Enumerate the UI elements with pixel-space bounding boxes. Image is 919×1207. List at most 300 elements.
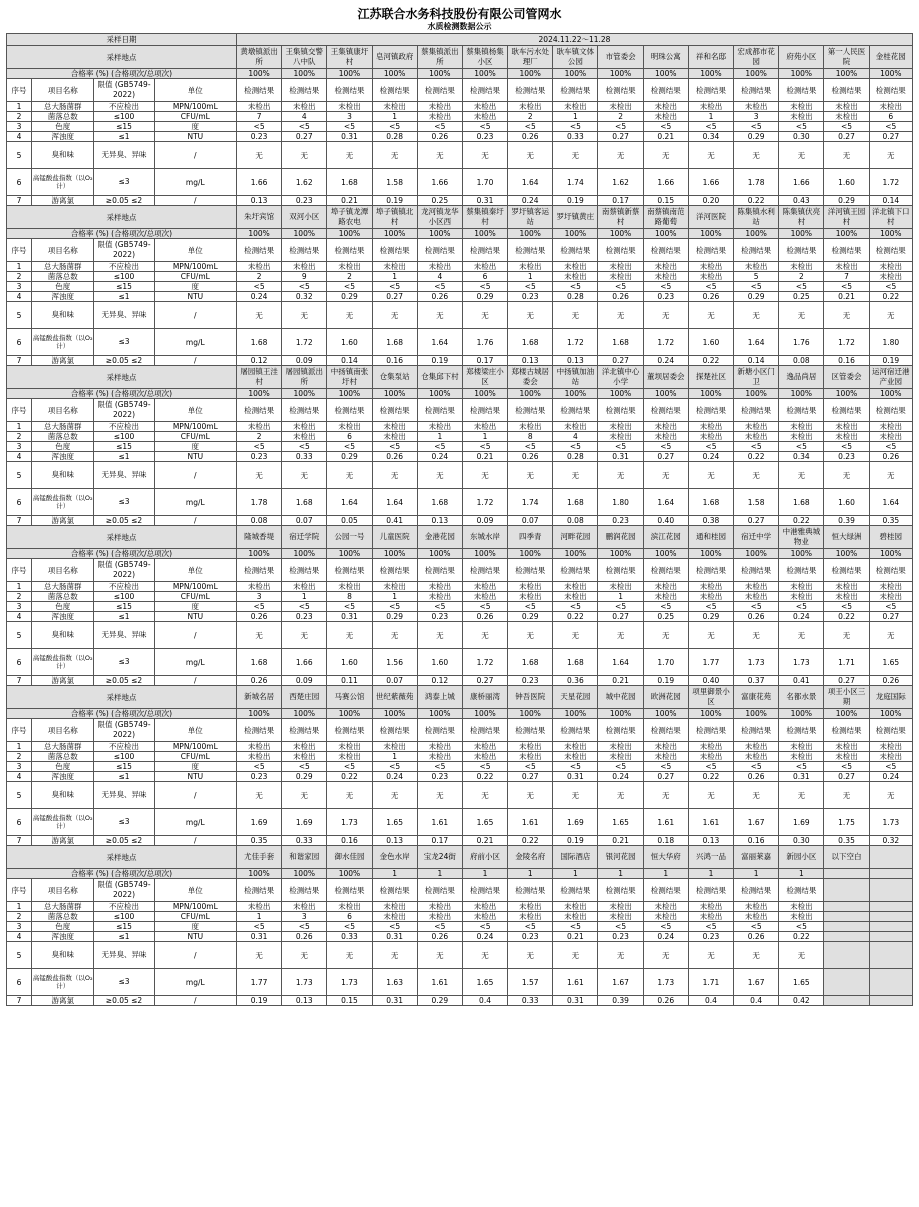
item-row [7,649,913,676]
result-cell: 未检出 [779,582,824,592]
result-cell: 1 [462,432,507,442]
result-cell: <5 [734,922,779,932]
result-cell: 无 [779,622,824,649]
sample-location-label: 采样地点 [7,206,237,229]
result-cell: 1.80 [869,329,912,356]
result-cell: 无 [236,942,281,969]
result-cell: 未检出 [282,902,327,912]
result-cell: 4 [282,112,327,122]
item-unit: / [154,462,236,489]
result-cell: 2 [508,112,553,122]
item-unit: 度 [154,282,236,292]
pass-rate-cell: 100% [462,549,507,559]
item-row [7,932,913,942]
result-cell: 无 [643,142,688,169]
result-cell: 未检出 [282,432,327,442]
result-cell: 0.24 [643,932,688,942]
result-cell: 无 [734,942,779,969]
sample-date-value: 2024.11.22～11.28 [236,34,912,46]
result-cell: <5 [372,122,417,132]
result-cell: 无 [417,622,462,649]
result-cell: 未检出 [869,582,912,592]
item-unit: MPN/100mL [154,422,236,432]
result-cell: 无 [236,142,281,169]
result-cell: 6 [462,272,507,282]
item-no: 7 [7,676,32,686]
result-cell: 2 [779,272,824,282]
item-row [7,612,913,622]
item-row [7,132,913,142]
item-unit: CFU/mL [154,912,236,922]
pass-rate-label: 合格率 (%) (合格项次/总项次) [7,389,237,399]
result-cell: 0.16 [824,356,869,366]
item-row [7,422,913,432]
result-cell: 无 [688,942,733,969]
result-header: 检测结果 [643,239,688,262]
result-cell: 0.41 [372,516,417,526]
result-cell: 无 [643,942,688,969]
column-header-row [7,399,913,422]
result-cell: 0.26 [508,132,553,142]
result-cell: 1.73 [643,969,688,996]
sample-location-label: 采样地点 [7,686,237,709]
item-name: 游离氯 [32,676,94,686]
result-cell: 1.68 [779,489,824,516]
result-cell: 未检出 [508,912,553,922]
result-cell: 无 [417,142,462,169]
result-cell: 1.61 [417,969,462,996]
location-cell: 埠子镇镇北村 [372,206,417,229]
result-cell: 0.32 [282,292,327,302]
limit-header: 限值 (GB5749-2022) [94,559,154,582]
item-name: 游离氯 [32,356,94,366]
result-cell: 1.66 [643,169,688,196]
location-cell: 新塘小区门卫 [734,366,779,389]
item-name: 色度 [32,922,94,932]
pass-rate-cell [824,869,869,879]
result-cell [869,996,912,1006]
pass-rate-cell: 100% [327,869,372,879]
item-name: 总大肠菌群 [32,582,94,592]
result-cell: 未检出 [869,272,912,282]
result-cell: 0.23 [688,932,733,942]
pass-rate-cell: 100% [327,229,372,239]
result-cell: 0.23 [236,772,281,782]
result-cell: 2 [236,272,281,282]
result-cell: 未检出 [417,102,462,112]
result-cell [869,902,912,912]
result-cell: 0.29 [824,196,869,206]
result-cell: 未检出 [643,742,688,752]
item-unit: / [154,196,236,206]
result-cell: 1.72 [462,489,507,516]
item-name: 菌落总数 [32,912,94,922]
result-header: 检测结果 [372,79,417,102]
result-header: 检测结果 [734,239,779,262]
item-name: 色度 [32,602,94,612]
result-header: 检测结果 [869,79,912,102]
pass-rate-cell: 100% [869,709,912,719]
result-cell: 未检出 [643,902,688,912]
result-cell: 1.68 [236,649,281,676]
result-cell: 0.31 [372,996,417,1006]
result-cell: <5 [734,442,779,452]
result-cell: <5 [598,762,643,772]
item-limit: ≤100 [94,592,154,602]
result-cell: 未检出 [779,912,824,922]
result-cell: 1.72 [824,329,869,356]
result-cell: <5 [869,602,912,612]
result-cell: <5 [282,922,327,932]
result-cell: 0.26 [417,932,462,942]
pass-rate-cell: 100% [598,709,643,719]
pass-rate-cell: 100% [282,869,327,879]
result-cell: 0.07 [508,516,553,526]
result-cell: 0.22 [779,932,824,942]
result-cell: <5 [643,762,688,772]
result-header: 检测结果 [824,79,869,102]
item-name: 高锰酸盐指数（以O₂计） [32,649,94,676]
result-cell: 未检出 [734,902,779,912]
location-cell: 中港雅典城物业 [779,526,824,549]
result-cell: 1.72 [643,329,688,356]
location-cell: 钟吾医院 [508,686,553,709]
result-cell: 0.27 [508,772,553,782]
result-cell: 1.60 [688,329,733,356]
result-cell: 0.17 [462,356,507,366]
result-cell: 未检出 [688,752,733,762]
result-cell: 无 [643,782,688,809]
item-name: 浑浊度 [32,772,94,782]
location-cell: 祥和名邸 [688,46,733,69]
result-cell: 未检出 [598,422,643,432]
result-cell: <5 [236,282,281,292]
item-name: 色度 [32,122,94,132]
result-cell: 0.23 [508,292,553,302]
result-cell: 未检出 [372,582,417,592]
result-cell: 0.26 [869,676,912,686]
result-cell: <5 [417,282,462,292]
pass-rate-cell: 100% [508,389,553,399]
item-no: 4 [7,772,32,782]
result-cell [869,912,912,922]
result-cell: 1.77 [688,649,733,676]
result-cell: <5 [734,122,779,132]
result-cell: 0.36 [553,676,598,686]
result-cell: 无 [327,142,372,169]
result-header: 检测结果 [643,719,688,742]
result-cell: 0.23 [236,132,281,142]
location-cell: 蔡集镇派出所 [417,46,462,69]
location-cell: 隆城香堤 [236,526,281,549]
item-limit: ≥0.05 ≤2 [94,836,154,846]
result-header: 检测结果 [417,79,462,102]
result-cell: 未检出 [553,102,598,112]
item-unit: / [154,356,236,366]
item-name: 游离氯 [32,196,94,206]
result-cell: 0.23 [282,612,327,622]
result-cell: 无 [417,942,462,969]
result-header: 检测结果 [417,399,462,422]
result-header: 检测结果 [734,719,779,742]
result-cell: 无 [779,302,824,329]
result-cell: 0.22 [688,356,733,366]
result-cell: 未检出 [327,902,372,912]
result-cell: 1.61 [688,809,733,836]
result-cell: 0.29 [417,996,462,1006]
result-cell: 1.70 [462,169,507,196]
item-unit: mg/L [154,489,236,516]
result-cell: 0.26 [282,932,327,942]
water-quality-table [6,33,913,1006]
item-no: 7 [7,996,32,1006]
result-cell: 1.66 [779,169,824,196]
location-cell: 洋北镇下口村 [869,206,912,229]
result-cell: 1.66 [236,169,281,196]
location-cell: 府前小区 [462,846,507,869]
result-cell: <5 [372,922,417,932]
pass-rate-cell: 100% [236,709,281,719]
result-cell: <5 [236,762,281,772]
result-cell: 0.23 [598,516,643,526]
result-cell: 1 [417,432,462,442]
result-cell: 0.27 [824,676,869,686]
result-cell: 无 [462,302,507,329]
result-cell: 1.61 [553,969,598,996]
column-header-row [7,879,913,902]
result-cell: <5 [372,762,417,772]
result-header: 检测结果 [508,79,553,102]
result-header: 检测结果 [236,879,281,902]
item-no: 1 [7,102,32,112]
result-cell: 无 [462,942,507,969]
result-cell [869,942,912,969]
result-cell: 0.4 [462,996,507,1006]
location-cell: 通和桂园 [688,526,733,549]
result-cell: 0.29 [734,132,779,142]
result-cell: 7 [824,272,869,282]
item-unit: mg/L [154,809,236,836]
seq-header: 序号 [7,79,32,102]
result-cell: <5 [508,922,553,932]
result-cell: 未检出 [553,902,598,912]
item-row [7,452,913,462]
result-cell: 0.26 [869,452,912,462]
location-cell: 黄墩镇派出所 [236,46,281,69]
result-cell: 0.23 [417,612,462,622]
result-cell: 0.24 [779,612,824,622]
pass-rate-cell: 100% [869,69,912,79]
result-header: 检测结果 [734,79,779,102]
result-cell: 2 [236,432,281,442]
item-limit: 不应检出 [94,742,154,752]
result-cell: 0.28 [372,132,417,142]
item-limit: ≤15 [94,122,154,132]
location-cell: 西楚庄园 [282,686,327,709]
result-header: 检测结果 [508,239,553,262]
item-no: 4 [7,132,32,142]
item-unit: 度 [154,122,236,132]
item-row [7,292,913,302]
pass-rate-cell: 100% [598,69,643,79]
result-cell: 0.26 [417,132,462,142]
item-unit: / [154,836,236,846]
result-cell: <5 [327,922,372,932]
item-name: 高锰酸盐指数（以O₂计） [32,809,94,836]
item-no: 1 [7,582,32,592]
result-cell: 0.16 [327,836,372,846]
result-cell: 1 [372,112,417,122]
result-cell: 无 [508,142,553,169]
pass-rate-cell: 100% [372,549,417,559]
result-cell: 无 [236,302,281,329]
result-cell: 1.78 [236,489,281,516]
result-cell: <5 [462,762,507,772]
result-cell: <5 [779,282,824,292]
result-cell: 8 [508,432,553,442]
item-limit: ≤100 [94,272,154,282]
result-cell: 未检出 [734,592,779,602]
location-cell [869,846,912,869]
result-cell: 0.28 [553,292,598,302]
result-cell: 无 [462,462,507,489]
result-cell: 无 [236,462,281,489]
item-limit: 不应检出 [94,902,154,912]
item-no: 2 [7,432,32,442]
result-cell: 0.23 [643,292,688,302]
location-cell: 金色水岸 [372,846,417,869]
item-limit: ≤1 [94,612,154,622]
result-cell [869,932,912,942]
result-header: 检测结果 [372,719,417,742]
result-cell: 未检出 [869,422,912,432]
result-cell: 无 [372,302,417,329]
result-cell: 0.19 [372,196,417,206]
pass-rate-row [7,549,913,559]
result-cell: 0.29 [734,292,779,302]
location-cell: 金陵名府 [508,846,553,869]
pass-rate-cell: 100% [869,389,912,399]
result-cell: 未检出 [688,582,733,592]
result-cell: 无 [327,782,372,809]
result-cell: 无 [327,622,372,649]
item-limit: 不应检出 [94,102,154,112]
result-cell: 未检出 [824,102,869,112]
result-cell: 0.28 [553,452,598,462]
result-cell: 1.61 [508,809,553,836]
item-name: 臭和味 [32,462,94,489]
location-cell: 董坝居委会 [643,366,688,389]
sample-location-label: 采样地点 [7,46,237,69]
result-cell: 未检出 [372,742,417,752]
column-header-row [7,719,913,742]
item-row [7,809,913,836]
result-cell: 未检出 [734,262,779,272]
pass-rate-row [7,229,913,239]
result-cell: 未检出 [236,262,281,272]
result-cell: 0.13 [688,836,733,846]
result-cell: <5 [553,922,598,932]
result-header: 检测结果 [688,719,733,742]
result-cell: 0.22 [734,452,779,462]
result-cell: <5 [462,922,507,932]
result-header [824,879,869,902]
result-cell: 1.74 [508,489,553,516]
result-cell: 未检出 [779,592,824,602]
result-cell: 0.27 [462,676,507,686]
item-limit: ≥0.05 ≤2 [94,996,154,1006]
pass-rate-cell: 100% [282,229,327,239]
result-cell: 未检出 [779,432,824,442]
result-cell: 未检出 [236,742,281,752]
result-header: 检测结果 [869,399,912,422]
result-cell: 0.33 [282,452,327,462]
result-cell: 未检出 [417,262,462,272]
item-row [7,922,913,932]
location-cell: 探楚社区 [688,366,733,389]
result-cell: 未检出 [688,592,733,602]
result-cell: 未检出 [508,742,553,752]
result-cell: 0.26 [643,996,688,1006]
result-cell: 6 [327,912,372,922]
result-cell: 未检出 [598,272,643,282]
result-cell: 未检出 [508,582,553,592]
pass-rate-cell: 100% [643,549,688,559]
column-header-row [7,559,913,582]
result-cell: <5 [417,762,462,772]
item-row [7,262,913,272]
sample-date-label: 采样日期 [7,34,237,46]
result-header: 检测结果 [327,399,372,422]
result-cell: 1.69 [236,809,281,836]
item-no: 6 [7,649,32,676]
result-cell: 无 [282,782,327,809]
result-cell: 1.60 [327,649,372,676]
result-cell: 未检出 [824,262,869,272]
result-cell: <5 [508,122,553,132]
result-cell: 无 [282,942,327,969]
result-cell: 1.58 [734,489,779,516]
result-cell: <5 [598,282,643,292]
item-unit: / [154,676,236,686]
location-cell: 王集镇交警八中队 [282,46,327,69]
result-cell: <5 [327,442,372,452]
item-no: 3 [7,442,32,452]
item-unit: MPN/100mL [154,582,236,592]
result-cell: 1.69 [282,809,327,836]
pass-rate-cell: 100% [824,69,869,79]
result-cell: 0.29 [508,612,553,622]
result-cell: 0.34 [779,452,824,462]
item-row [7,329,913,356]
item-no: 3 [7,122,32,132]
location-cell: 欧洲花园 [643,686,688,709]
result-cell: 未检出 [688,262,733,272]
result-cell: 0.4 [688,996,733,1006]
pass-rate-cell: 100% [327,69,372,79]
item-limit: 无异臭、异味 [94,142,154,169]
result-cell: 1.65 [779,969,824,996]
location-cell: 宿迁学院 [282,526,327,549]
result-cell: 无 [236,782,281,809]
item-name: 菌落总数 [32,592,94,602]
item-name: 高锰酸盐指数（以O₂计） [32,969,94,996]
result-cell: <5 [417,602,462,612]
result-cell: <5 [553,442,598,452]
result-cell: <5 [553,282,598,292]
result-cell: 0.27 [643,772,688,782]
result-cell: 无 [779,462,824,489]
